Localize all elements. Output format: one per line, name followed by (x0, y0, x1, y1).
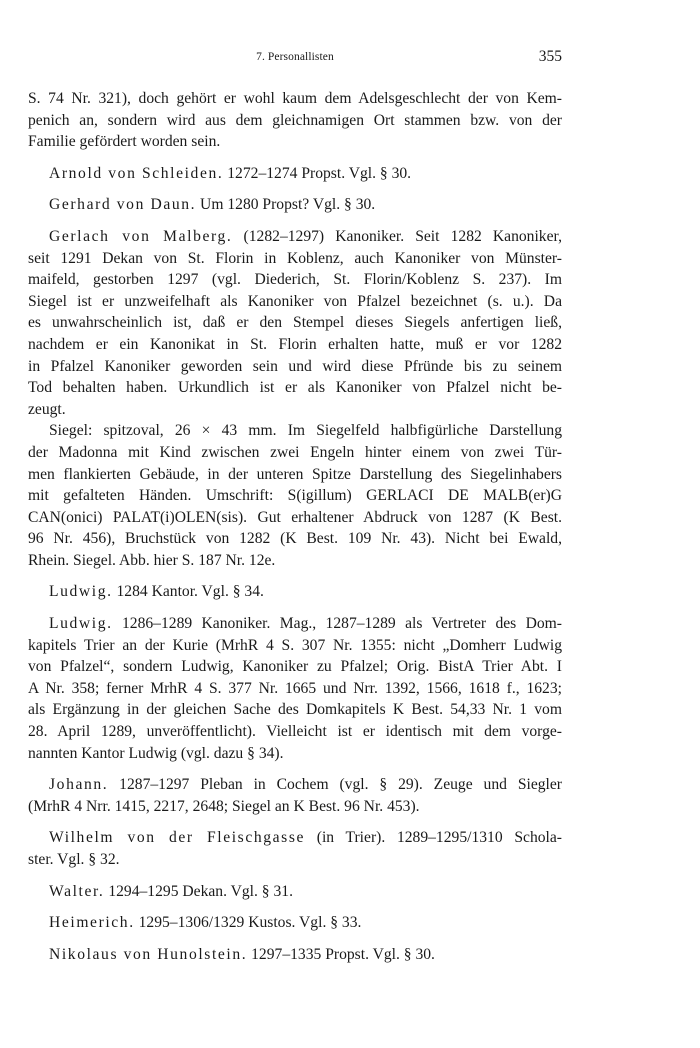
text-line: der Madonna mit Kind zwischen zwei Engeln hinter einem von zwei Tür- (28, 443, 562, 461)
entry-nikolaus-von-hunolstein (28, 944, 562, 966)
text-line: Siegel: spitzoval, 26 × 43 mm. Im Siegelfeld halbfigürliche Darstellung (49, 422, 562, 440)
text-line: (MrhR 4 Nrr. 1415, 2217, 2648; Siegel an K Best. 96 Nr. 453). (28, 797, 420, 815)
entry-name: Wilhelm von der Fleischgasse (49, 829, 306, 847)
entry-text: (in Trier). 1289–1295/1310 Schola- (305, 829, 562, 847)
seal-description (28, 420, 562, 571)
text-line: Rhein. Siegel. Abb. hier S. 187 Nr. 12e. (28, 551, 276, 569)
entry-name: Nikolaus von Hunolstein. (49, 945, 248, 963)
entry-arnold-von-schleiden (28, 163, 562, 185)
entry-name: Ludwig. (49, 615, 113, 633)
entry-name: Gerlach von Malberg. (49, 227, 233, 245)
text-line: S. 74 Nr. 321), doch gehört er wohl kaum dem Adelsgeschlecht der von Kem- (28, 90, 562, 107)
entry-wilhelm-von-der-fleischgasse (28, 827, 562, 870)
text-line: als Ergänzung in der gleichen Sache des Domkapitels K Best. 54,33 Nr. 1 vom (28, 701, 562, 719)
text-line: zeugt. (28, 400, 66, 418)
continuation-paragraph (28, 88, 562, 153)
text-line: men flankierten Gebäude, in der unteren Spitze Darstellung des Siegelinhabers (28, 465, 562, 483)
text-line: nannten Kantor Ludwig (vgl. dazu § 34). (28, 744, 284, 762)
entry-johann (28, 774, 562, 817)
body-text (28, 88, 562, 965)
text-line: penich an, sondern wird aus dem gleichnamigen Ort stammen bzw. von der (28, 111, 562, 129)
text-line: von Pfalzel“, sondern Ludwig, Kanoniker zu Pfalzel; Orig. BistA Trier Abt. I (28, 658, 562, 676)
entry-text: (1282–1297) Kanoniker. Seit 1282 Kanoniker, (232, 227, 562, 245)
entry-text: 1284 Kantor. Vgl. § 34. (112, 583, 264, 601)
entry-text: 1272–1274 Propst. Vgl. § 30. (223, 164, 412, 182)
entry-text: 1287–1297 Pleban in Cochem (vgl. § 29). Zeuge und Siegler (108, 776, 562, 794)
entry-name: Heimerich. (49, 914, 135, 932)
text-line: es unwahrscheinlich ist, daß er den Stempel dieses Siegels anfertigen ließ, (28, 314, 562, 332)
text-line: Tod behalten haben. Urkundlich ist er als Kanoniker von Pfalzel nicht be- (28, 379, 562, 397)
entry-name: Gerhard von Daun. (49, 196, 197, 214)
text-line: 28. April 1289, unveröffentlicht). Vielleicht ist er identisch mit dem vorge- (28, 723, 562, 741)
page-number: 355 (538, 48, 562, 65)
entry-name: Walter. (49, 882, 105, 900)
running-head (28, 48, 562, 68)
entry-gerhard-von-daun (28, 194, 562, 216)
text-line: maifeld, gestorben 1297 (vgl. Diederich, St. Florin/Koblenz S. 237). Im (28, 271, 562, 289)
text-line: kapitels Trier an der Kurie (MrhR 4 S. 307 Nr. 1355: nicht „Domherr Ludwig (28, 636, 562, 654)
entry-name: Johann. (49, 776, 109, 794)
text-line: in Pfalzel Kanoniker geworden sein und wird diese Pfründe bis zu seinem (28, 357, 562, 375)
text-line: 96 Nr. 456), Bruchstück von 1282 (K Best. 109 Nr. 43). Nicht bei Ewald, (28, 530, 562, 548)
entry-name: Ludwig. (49, 583, 113, 601)
entry-name: Arnold von Schleiden. (49, 164, 224, 182)
entry-gerlach-von-malberg (28, 226, 562, 572)
entry-ludwig-kanoniker (28, 613, 562, 764)
text-line: mit gefalteten Händen. Umschrift: S(igillum) GERLACI DE MALB(er)G (28, 487, 562, 505)
entry-heimerich (28, 912, 562, 934)
text-line: A Nr. 358; ferner MrhR 4 S. 377 Nr. 1665 und Nrr. 1392, 1566, 1618 f., 1623; (28, 679, 562, 697)
entry-walter (28, 881, 562, 903)
text-line: seit 1291 Dekan von St. Florin in Koblenz, auch Kanoniker von Münster- (28, 249, 562, 267)
entry-text: 1286–1289 Kanoniker. Mag., 1287–1289 als Vertreter des Dom- (112, 615, 562, 633)
chapter-title: 7. Personallisten (256, 51, 334, 63)
text-line: ster. Vgl. § 32. (28, 851, 120, 868)
entry-ludwig-kantor (28, 581, 562, 603)
entry-text: 1297–1335 Propst. Vgl. § 30. (247, 945, 435, 963)
entry-text: 1295–1306/1329 Kustos. Vgl. § 33. (134, 914, 362, 932)
text-line: CAN(onici) PALAT(i)OLEN(sis). Gut erhaltener Abdruck von 1287 (K Best. (28, 508, 562, 526)
text-line: nachdem er ein Kanonikat in St. Florin erhalten hatte, muß er vor 1282 (28, 335, 562, 353)
entry-text: Um 1280 Propst? Vgl. § 30. (196, 196, 376, 214)
entry-text: 1294–1295 Dekan. Vgl. § 31. (104, 882, 293, 900)
text-line: Familie gefördert worden sein. (28, 133, 221, 151)
text-line: Siegel ist er unzweifelhaft als Kanoniker von Pfalzel bezeichnet (s. u.). Da (28, 292, 562, 310)
